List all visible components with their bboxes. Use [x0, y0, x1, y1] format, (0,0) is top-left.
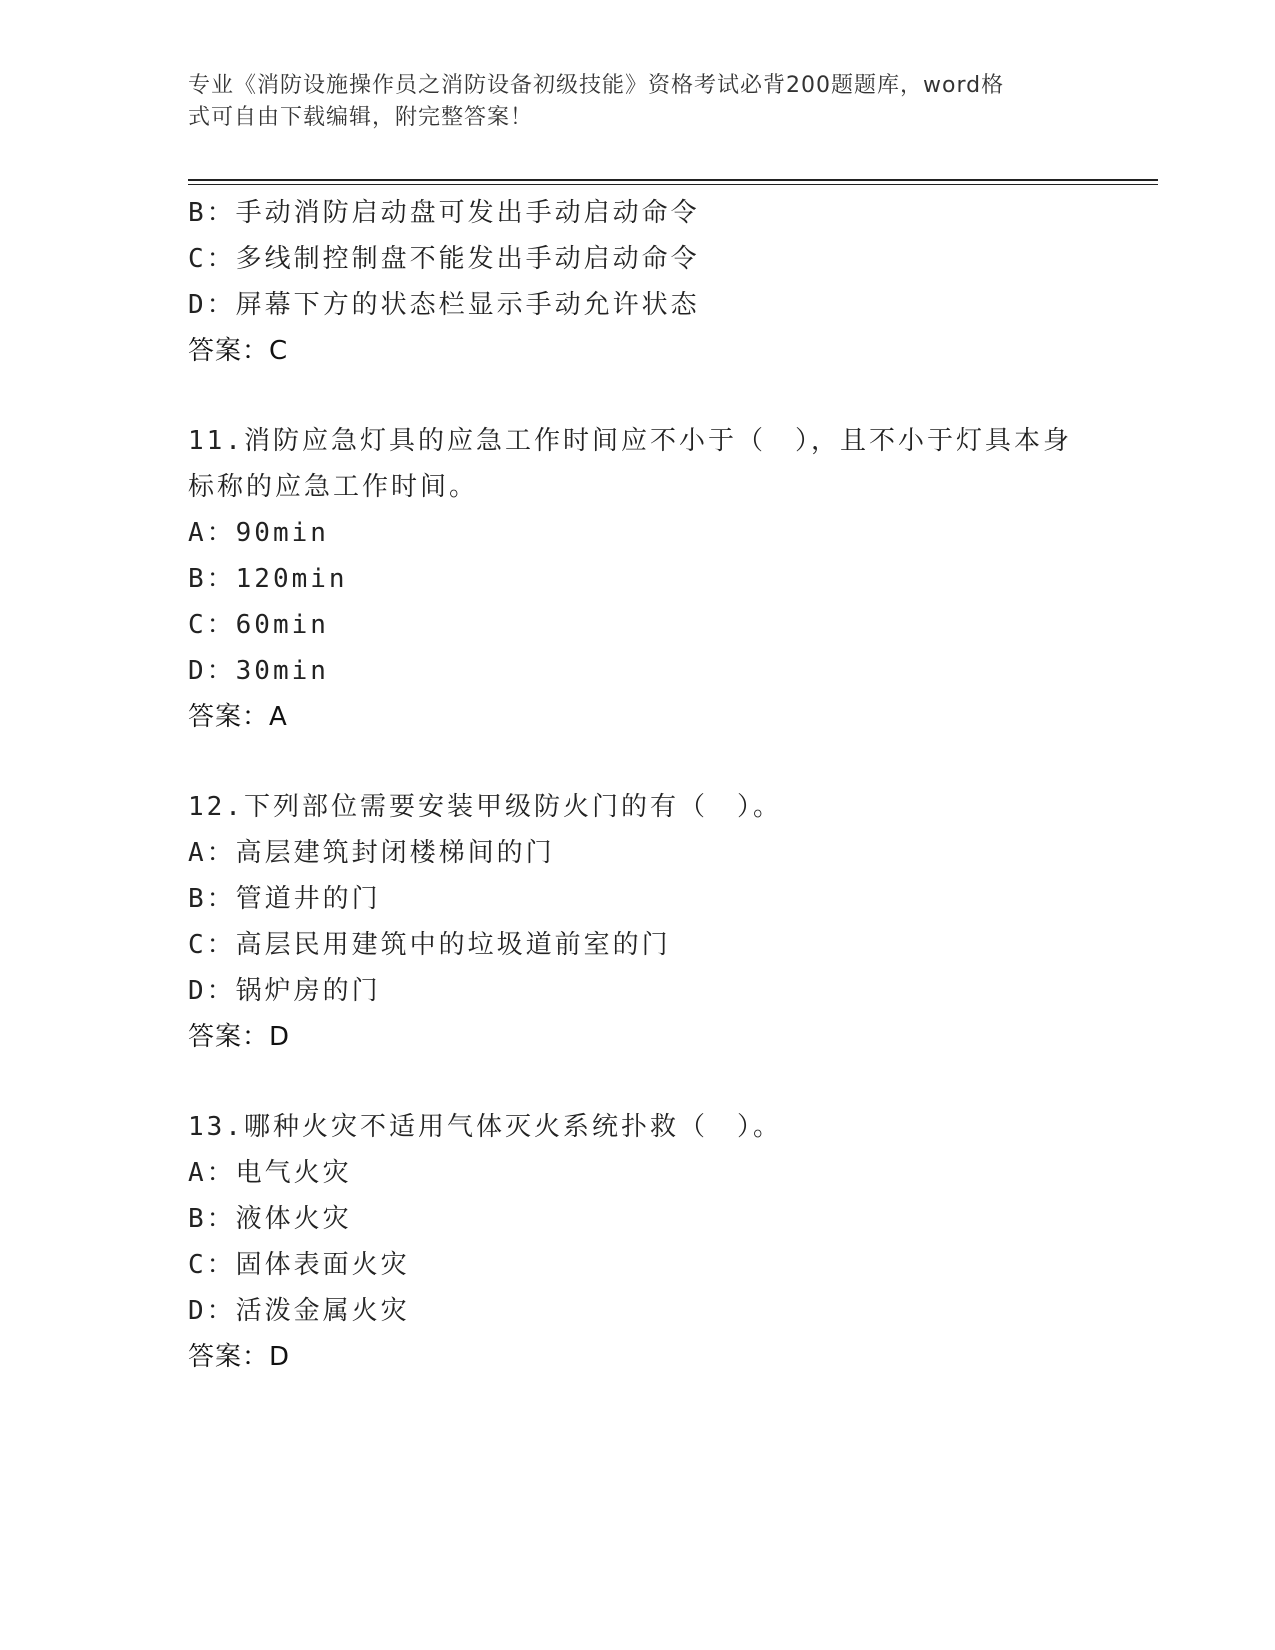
question-continued: [188, 190, 1088, 374]
option-d: D：30min: [188, 656, 329, 686]
question-list: [188, 190, 1088, 1380]
question-12: [188, 784, 1088, 1060]
option-a: A：90min: [188, 518, 329, 548]
answer-line: 答案：C: [188, 336, 289, 366]
header-divider-thick: [188, 179, 1158, 181]
answer-line: 答案：D: [188, 1022, 291, 1052]
option-b: B：管道井的门: [188, 884, 381, 914]
question-11: [188, 418, 1088, 740]
header-line-1: 专业《消防设施操作员之消防设备初级技能》资格考试必背200题题库，word格: [188, 73, 1005, 98]
question-stem: 11.消防应急灯具的应急工作时间应不小于（ ），且不小于灯具本身: [188, 426, 1072, 456]
option-d: D：活泼金属火灾: [188, 1296, 410, 1326]
option-b: B：手动消防启动盘可发出手动启动命令: [188, 198, 700, 228]
option-c: C：固体表面火灾: [188, 1250, 410, 1280]
question-stem: 12.下列部位需要安装甲级防火门的有（ ）。: [188, 792, 782, 822]
question-13: [188, 1104, 1088, 1380]
option-a: A：高层建筑封闭楼梯间的门: [188, 838, 555, 868]
option-d: D：锅炉房的门: [188, 976, 381, 1006]
header-divider-thin: [188, 184, 1158, 185]
question-stem: 13.哪种火灾不适用气体灭火系统扑救（ ）。: [188, 1112, 782, 1142]
option-c: C：60min: [188, 610, 329, 640]
option-c: C：高层民用建筑中的垃圾道前室的门: [188, 930, 671, 960]
header-line-2: 式可自由下载编辑，附完整答案！: [188, 105, 534, 130]
answer-line: 答案：A: [188, 702, 288, 732]
option-d: D：屏幕下方的状态栏显示手动允许状态: [188, 290, 700, 320]
document-header: [188, 70, 1068, 134]
option-b: B：120min: [188, 564, 348, 594]
option-c: C：多线制控制盘不能发出手动启动命令: [188, 244, 700, 274]
answer-line: 答案：D: [188, 1342, 291, 1372]
question-stem-continued: 标称的应急工作时间。: [188, 472, 479, 502]
option-a: A：电气火灾: [188, 1158, 352, 1188]
option-b: B：液体火灾: [188, 1204, 352, 1234]
